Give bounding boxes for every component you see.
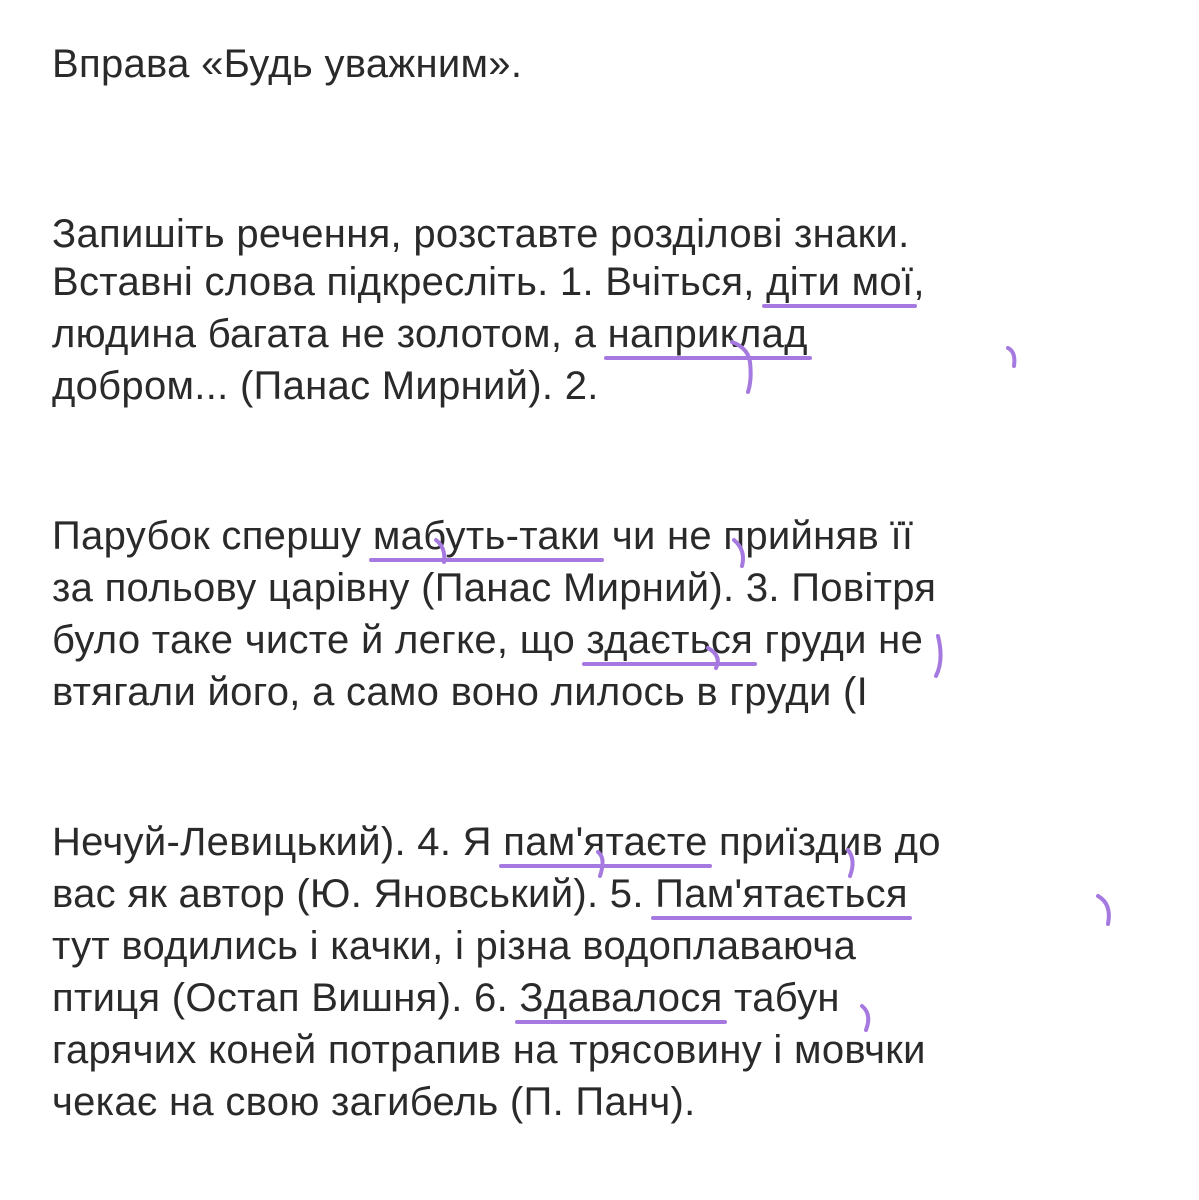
text-line <box>52 512 913 560</box>
exercise-title: Вправа «Будь уважним». <box>52 42 523 86</box>
text-line <box>52 310 808 358</box>
line-text: втягали його, а само воно лилось в груди (І <box>52 670 869 714</box>
text-line <box>52 668 868 716</box>
line-text: було таке чисте й легке, що <box>52 618 587 662</box>
line-text: , <box>913 260 925 304</box>
underlined-parenthetical: наприклад <box>607 312 808 356</box>
line-text: людина багата не золотом, а <box>52 312 608 356</box>
text-line <box>52 870 908 918</box>
underlined-parenthetical: здається <box>586 618 754 662</box>
line-text: птиця (Остап Вишня). 6. <box>52 976 520 1020</box>
text-line <box>52 258 925 306</box>
line-text: добром... (Панас Мирний). 2. <box>52 364 599 408</box>
text-line <box>52 974 840 1022</box>
line-text: Запишіть речення, розставте розділові знаки. <box>52 212 910 256</box>
text-line <box>52 1026 926 1074</box>
text-line <box>52 210 909 258</box>
underlined-parenthetical: Пам'ятається <box>655 872 908 916</box>
underlined-parenthetical: Здавалося <box>519 976 723 1020</box>
handwritten-comma-mark <box>1098 896 1109 924</box>
line-text: Вставні слова підкресліть. 1. Вчіться, <box>52 260 767 304</box>
line-text: тут водились і качки, і різна водоплаваюча <box>52 924 857 968</box>
line-text: за польову царівну (Панас Мирний). 3. Повітря <box>52 566 937 610</box>
text-line <box>52 922 856 970</box>
line-text: чекає на свою загибель (П. Панч). <box>52 1080 696 1124</box>
underlined-parenthetical: діти мої <box>766 260 914 304</box>
line-text: гарячих коней потрапив на трясовину і мовчки <box>52 1028 926 1072</box>
line-text: Парубок спершу <box>52 514 373 558</box>
underlined-parenthetical: пам'ятаєте <box>503 820 708 864</box>
handwritten-comma-mark <box>936 636 941 676</box>
text-line <box>52 564 936 612</box>
text-line <box>52 616 923 664</box>
line-text: Нечуй-Левицький). 4. Я <box>52 820 504 864</box>
line-text: приїздив до <box>707 820 941 864</box>
underlined-parenthetical: мабуть-таки <box>372 514 601 558</box>
line-text: вас як автор (Ю. Яновський). 5. <box>52 872 656 916</box>
line-text: груди не <box>753 618 924 662</box>
text-line <box>52 818 941 866</box>
text-line <box>52 1078 696 1126</box>
line-text: табун <box>722 976 840 1020</box>
text-line <box>52 362 599 410</box>
handwritten-comma-mark <box>1008 348 1014 366</box>
line-text: чи не прийняв її <box>600 514 914 558</box>
